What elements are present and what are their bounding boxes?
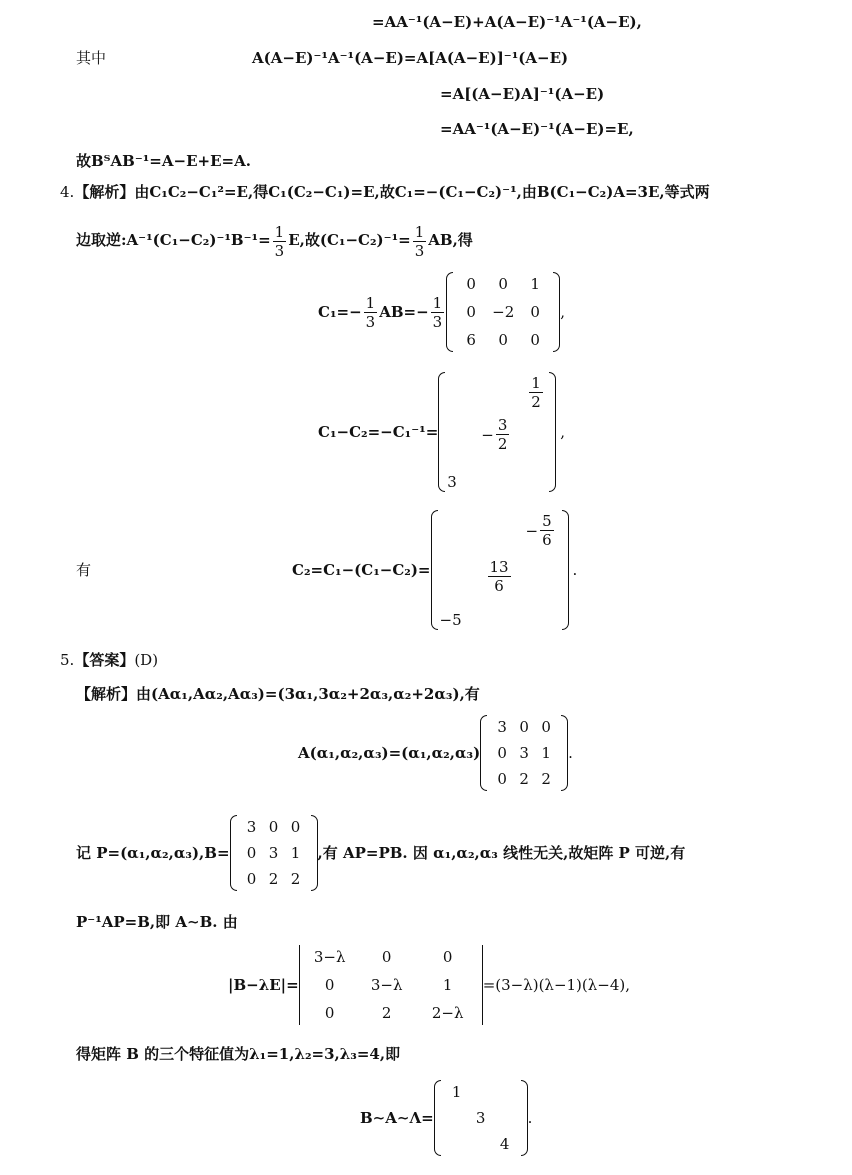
eq-line-3: =A[(A−E)A]⁻¹(A−E) bbox=[440, 85, 605, 103]
answer-tag: 【答案】 bbox=[74, 651, 135, 669]
eq-line-2: A(A−E)⁻¹A⁻¹(A−E)=A[A(A−E)]⁻¹(A−E) bbox=[252, 49, 569, 67]
text-2c: AB,得 bbox=[428, 231, 473, 249]
matrix-lambda: 1 3 4 bbox=[434, 1080, 528, 1156]
text-2b: E,故(C₁−C₂)⁻¹= bbox=[288, 231, 411, 249]
matrix-c1: 0 0 1 0 −2 0 6 0 0 bbox=[446, 272, 560, 352]
problem-number: 5. bbox=[60, 651, 75, 669]
eq-line-1: =AA⁻¹(A−E)+A(A−E)⁻¹A⁻¹(A−E), bbox=[372, 13, 642, 31]
matrix-b-1: 3 0 0 0 3 1 0 2 2 bbox=[480, 715, 568, 791]
determinant-equation: |B−λE|= 3−λ 0 0 0 3−λ 1 0 2 2−λ =(3−λ)(λ−1)(λ−4), bbox=[228, 940, 630, 1030]
c2-equation: C₂=C₁−(C₁−C₂)= − $\frac{5}{6}$ $\frac{13}{6}$ −5 . bbox=[292, 512, 578, 629]
matrix-c2: − $\frac{5}{6}$ $\frac{13}{6}$ −5 bbox=[431, 510, 569, 630]
fraction-one-third: $\frac{1}{3}$ bbox=[414, 222, 425, 260]
determinant-matrix: 3−λ 0 0 0 3−λ 1 0 2 2−λ bbox=[299, 945, 483, 1025]
matrix-c1-minus-c2: $\frac{1}{2}$ − $\frac{3}{2}$ 3 bbox=[438, 372, 556, 492]
analysis-tag: 【解析】 bbox=[76, 685, 137, 703]
text-2a: 边取逆:A⁻¹(C₁−C₂)⁻¹B⁻¹= bbox=[76, 231, 271, 249]
problem-5-line-2 bbox=[76, 684, 480, 704]
problem-5-line-1 bbox=[60, 650, 158, 670]
problem-5-text-3: P⁻¹AP=B,即 A∼B. 由 bbox=[76, 913, 238, 931]
answer-value: (D) bbox=[134, 651, 159, 669]
problem-4-line-2 bbox=[76, 220, 473, 260]
fraction-one-third: $\frac{1}{3}$ bbox=[274, 222, 285, 260]
c1-equation: C₁=− $\frac{1}{3}$ AB=− $\frac{1}{3}$ 0 0 1 0 −2 0 6 0 0 , bbox=[318, 268, 565, 356]
c1-minus-c2-equation: C₁−C₂=−C₁⁻¹= $\frac{1}{2}$ − $\frac{3}{2}$ 3 , bbox=[318, 374, 566, 491]
eq-line-5: 故BᵀAB⁻¹=A−E+E=A. bbox=[76, 152, 251, 170]
problem-4-text-1: 由C₁C₂−C₁²=E,得C₁(C₂−C₁)=E,故C₁=−(C₁−C₂)⁻¹,由B(C₁−C₂)A=3E,等式两 bbox=[134, 183, 710, 201]
problem-5-text-1: 由(Aα₁,Aα₂,Aα₃)=(3α₁,3α₂+2α₃,α₂+2α₃),有 bbox=[136, 685, 480, 703]
problem-number: 4. bbox=[60, 183, 75, 201]
analysis-tag: 【解析】 bbox=[74, 183, 135, 201]
a-alpha-equation: A(α₁,α₂,α₃)=(α₁,α₂,α₃) 3 0 0 0 3 1 0 2 2 . bbox=[298, 712, 573, 794]
matrix-b-2: 3 0 0 0 3 1 0 2 2 bbox=[230, 815, 318, 891]
label-qizhong: 其中 bbox=[76, 49, 107, 67]
problem-5-text-4: 得矩阵 B 的三个特征值为λ₁=1,λ₂=3,λ₃=4,即 bbox=[76, 1045, 401, 1063]
define-p-line: 记 P=(α₁,α₂,α₃),B= 3 0 0 0 3 1 0 2 2 ,有 AP=PB. 因 α₁,α₂,α₃ 线性无关,故矩阵 P 可逆,有 bbox=[76, 812, 685, 894]
problem-4-line-1 bbox=[60, 182, 710, 202]
eq-line-4: =AA⁻¹(A−E)⁻¹(A−E)=E, bbox=[440, 120, 634, 138]
you-label: 有 bbox=[76, 561, 92, 579]
final-similarity: B∼A∼Λ= 1 3 4 . bbox=[360, 1074, 532, 1162]
